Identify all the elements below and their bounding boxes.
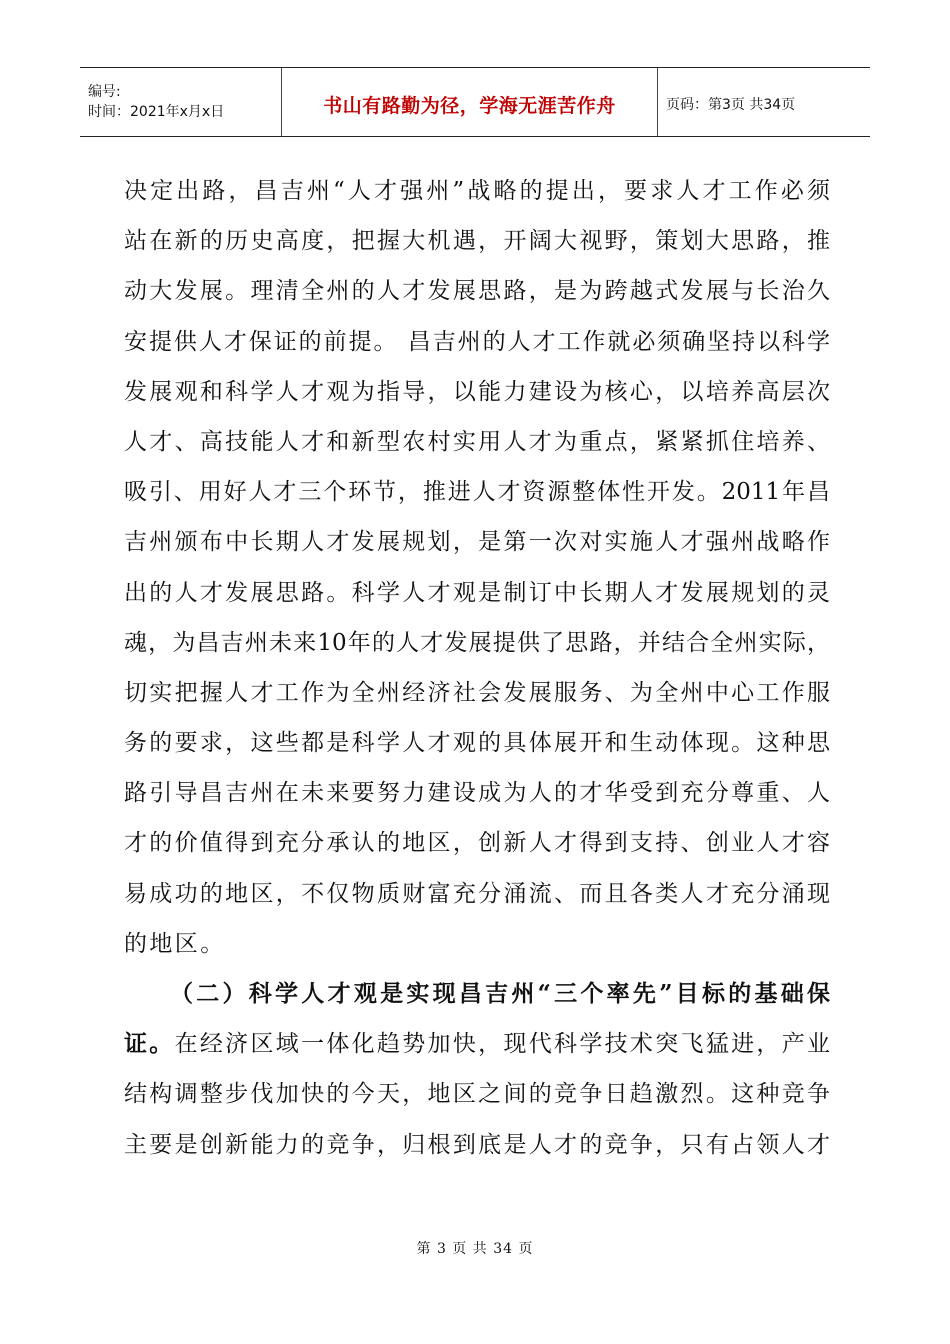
body-line: 发展观和科学人才观为指导，以能力建设为核心，以培养高层次 <box>124 378 830 405</box>
body-line: 出的人才发展思路。科学人才观是制订中长期人才发展规划的灵 <box>124 579 830 606</box>
body-line: 易成功的地区，不仅物质财富充分涌流、而且各类人才充分涌现 <box>124 880 830 907</box>
body-line: 才的价值得到充分承认的地区，创新人才得到支持、创业人才容 <box>124 830 830 857</box>
page-footer: 第 3 页 共 34 页 <box>416 1241 534 1257</box>
body-line: 务的要求，这些都是科学人才观的具体展开和生动体现。这种思 <box>124 730 830 757</box>
body-line: 切实把握人才工作为全州经济社会发展服务、为全州中心工作服 <box>124 679 830 706</box>
header-motto: 书山有路勤为径，学海无涯苦作舟 <box>323 94 616 117</box>
document-header <box>80 67 870 137</box>
header-page-cell <box>658 68 870 136</box>
header-page-info: 页码：第3页 共34页 <box>666 97 796 113</box>
body-line: 决定出路，昌吉州“人才强州”战略的提出，要求人才工作必须 <box>124 178 830 204</box>
header-left-cell <box>80 68 282 136</box>
document-number-label: 编号: <box>88 84 121 100</box>
body-line: 魂，为昌吉州未来10年的人才发展提供了思路，并结合全州实际， <box>124 629 830 656</box>
body-line: 路引导昌吉州在未来要努力建设成为人的才华受到充分尊重、人 <box>124 780 830 807</box>
body-line: 吉州颁布中长期人才发展规划，是第一次对实施人才强州战略作 <box>124 529 830 556</box>
body-line: 安提供人才保证的前提。 昌吉州的人才工作就必须确坚持以科学 <box>124 328 830 355</box>
body-line: 主要是创新能力的竞争，归根到底是人才的竞争，只有占领人才 <box>124 1131 830 1158</box>
body-line: 的地区。 <box>124 930 226 957</box>
body-line-text: 在经济区域一体化趋势加快，现代科学技术突飞猛进，产业 <box>174 1031 831 1058</box>
section-heading-continuation <box>124 1019 830 1069</box>
body-line: 动大发展。理清全州的人才发展思路，是为跨越式发展与长治久 <box>124 278 830 305</box>
document-body <box>124 166 830 1170</box>
body-line: 站在新的历史高度，把握大机遇，开阔大视野，策划大思路，推 <box>124 228 830 255</box>
body-line: 吸引、用好人才三个环节，推进人才资源整体性开发。2011年昌 <box>124 479 830 506</box>
header-motto-cell <box>282 68 658 136</box>
body-line: 结构调整步伐加快的今天，地区之间的竞争日趋激烈。这种竞争 <box>124 1081 830 1108</box>
section-heading: （二）科学人才观是实现昌吉州“三个率先”目标的基础保 <box>170 980 830 1007</box>
document-time-label: 时间：2021年x月x日 <box>88 104 225 120</box>
body-line: 人才、高技能人才和新型农村实用人才为重点，紧紧抓住培养、 <box>124 428 830 455</box>
section-heading-end: 证。 <box>124 1030 175 1058</box>
